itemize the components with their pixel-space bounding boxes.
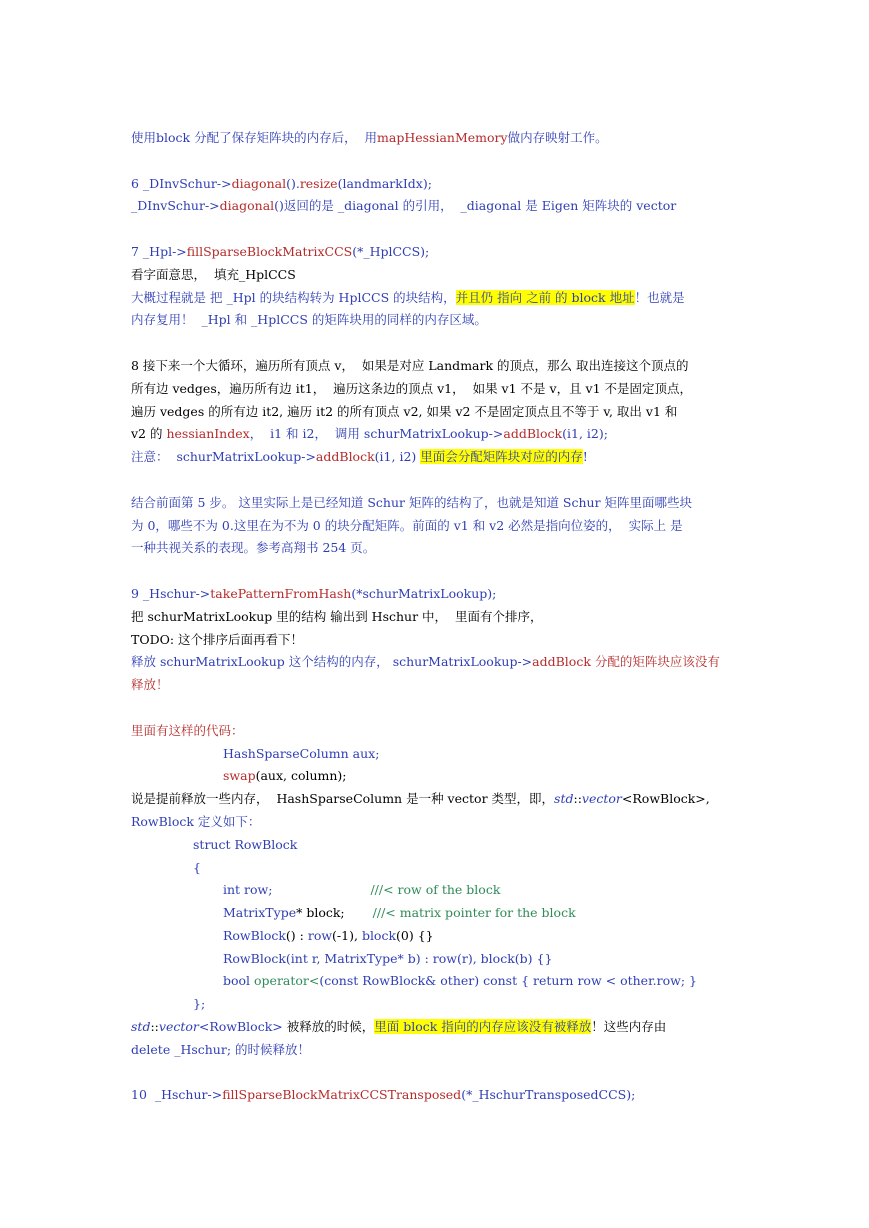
text: 使用block 分配了保存矩阵块的内存后， 用: [131, 130, 378, 145]
code-ref: mapHessianMemory: [377, 130, 508, 145]
text: (const RowBlock& other) const { return row < other.row; }: [319, 973, 697, 989]
code-ref: block: [361, 927, 397, 943]
code-line-swap: [131, 765, 741, 788]
text: (landmarkIdx);: [337, 175, 432, 191]
text: (0) {}: [396, 927, 434, 943]
text: 9 _Hschur->: [131, 585, 211, 601]
release-line-1: [131, 1016, 741, 1039]
code-ref: resize: [299, 175, 338, 191]
text: ().: [286, 175, 300, 191]
code-ref: swap: [223, 768, 256, 784]
code-ref: MatrixType: [223, 905, 297, 921]
text: !: [582, 449, 588, 465]
summary-line-2: 为 0，哪些不为 0.这里在为不为 0 的块分配矩阵。前面的 v1 和 v2 必然是指向位姿的， 实际上 是: [131, 517, 683, 533]
code-ref: addBlock: [503, 426, 563, 442]
step-6-note: [131, 195, 741, 218]
release-line-2: delete _Hschur; 的时候释放！: [131, 1041, 311, 1057]
code-ref: row: [432, 950, 457, 966]
step-8-line-1: 8 接下来一个大循环，遍历所有顶点 v， 如果是对应 Landmark 的顶点，那么 取出连接这个顶点的: [131, 357, 689, 373]
code-ref: fillSparseBlockMatrixCCS: [186, 243, 353, 259]
text: (*_HplCCS);: [352, 243, 430, 259]
step-6-heading: [131, 173, 741, 196]
text: 释放 schurMatrixLookup 这个结构的内存， schurMatrixLookup->: [131, 654, 533, 670]
text: (i1, i2): [374, 449, 421, 465]
highlight: 并且仍 指向 之前 的 block 地址: [455, 289, 635, 305]
text: ， i1 和 i2， 调用 schurMatrixLookup->: [249, 426, 504, 442]
text: (i1, i2);: [562, 426, 608, 442]
code-ref: hessianIndex: [166, 426, 250, 442]
code-ref: diagonal: [219, 198, 275, 214]
code-ref: takePatternFromHash: [210, 585, 352, 601]
code-struct: struct RowBlock: [193, 836, 298, 852]
code-ref: RowBlock: [223, 950, 286, 966]
text: 10 _Hschur->: [131, 1087, 223, 1103]
text: * b) :: [397, 950, 433, 966]
step-8-line-3: 遍历 vedges 的所有边 it2, 遍历 it2 的所有顶点 v2, 如果 v2 不是固定顶点且不等于 v, 取出 v1 和: [131, 403, 678, 419]
code-field-row: [131, 879, 741, 902]
code-ref: operator<: [254, 973, 320, 989]
code-line-aux: HashSparseColumn aux;: [223, 745, 380, 761]
text: (int r,: [285, 950, 325, 966]
code-ref: RowBlock: [223, 927, 286, 943]
code-ref: MatrixType: [324, 950, 398, 966]
code-ref: addBlock: [532, 654, 591, 670]
text: ！这些内存由: [591, 1019, 667, 1035]
text: int row;: [223, 882, 273, 898]
code-operator: [131, 970, 741, 993]
step-9-line-4: 释放！: [131, 677, 169, 693]
code-ref: std: [554, 791, 574, 807]
step-8-line-2: 所有边 vedges，遍历所有边 it1， 遍历这条边的顶点 v1， 如果 v1 不是 v，且 v1 不是固定顶点，: [131, 380, 693, 396]
text: ::: [150, 1019, 159, 1035]
text: (r),: [456, 950, 481, 966]
code-ref: vector: [581, 791, 622, 807]
code-intro: 里面有这样的代码：: [131, 722, 244, 738]
text: 说是提前释放一些内存， HashSparseColumn 是一种 vector 类型，即，: [131, 791, 555, 807]
code-ctor-args: [131, 948, 741, 971]
code-ref: <RowBlock>: [198, 1019, 283, 1035]
text: 7 _Hpl->: [131, 243, 187, 259]
text: 注意： schurMatrixLookup->: [131, 449, 316, 465]
code-ctor-default: [131, 925, 741, 948]
step-7-line-3: 内存复用！ _Hpl 和 _HplCCS 的矩阵块用的同样的内存区域。: [131, 312, 487, 328]
text: bool: [223, 973, 255, 989]
text: <RowBlock>,: [621, 791, 710, 807]
comment: ///< row of the block: [370, 882, 501, 898]
text: 做内存映射工作。: [507, 130, 608, 145]
text: 分配的矩阵块应该没有: [590, 654, 720, 670]
code-ref: diagonal: [231, 175, 287, 191]
text: (*schurMatrixLookup);: [351, 585, 497, 601]
text: _DInvSchur->: [131, 198, 220, 214]
step-7-line-2: [131, 287, 741, 310]
summary-line-1: 结合前面第 5 步。 这里实际上是已经知道 Schur 矩阵的结构了，也就是知道 Schur 矩阵里面哪些块: [131, 494, 693, 510]
text: () :: [285, 927, 308, 943]
text: ()返回的是 _diagonal 的引用， _diagonal 是 Eigen 矩阵块的 vector: [274, 198, 677, 214]
text: (aux, column);: [255, 768, 347, 784]
text: v2 的: [131, 426, 167, 442]
highlight: 里面 block 指向的内存应该没有被释放: [374, 1019, 592, 1035]
highlight: 里面会分配矩阵块对应的内存: [420, 449, 583, 465]
code-ref: vector: [158, 1019, 199, 1035]
code-ref: addBlock: [315, 449, 375, 465]
text: ！也就是: [634, 289, 685, 305]
comment: ///< matrix pointer for the block: [372, 905, 576, 921]
text: (-1),: [332, 927, 362, 943]
code-brace-open: {: [193, 859, 201, 875]
code-ref: fillSparseBlockMatrixCCSTransposed: [222, 1087, 462, 1103]
text: (b) {}: [514, 950, 553, 966]
code-field-block: [131, 902, 741, 925]
document-body: [131, 127, 741, 1107]
code-ref: std: [131, 1019, 151, 1035]
summary-line-3: 一种共视关系的表现。参考高翔书 254 页。: [131, 540, 376, 556]
step-9-line-1: 把 schurMatrixLookup 里的结构 输出到 Hschur 中， 里面有个排序，: [131, 608, 543, 624]
step-10-heading: [131, 1084, 741, 1107]
code-ref: row: [307, 927, 333, 943]
text: 被释放的时候，: [282, 1019, 375, 1035]
paragraph-memory-mapping: [131, 127, 741, 150]
text: ::: [573, 791, 582, 807]
step-7-heading: [131, 241, 741, 264]
step-8-line-4: [131, 423, 741, 446]
step-9-todo: TODO: 这个排序后面再看下！: [131, 631, 304, 647]
text: 6 _DInvSchur->: [131, 175, 232, 191]
text: * block;: [296, 905, 345, 921]
step-9-line-3: [131, 651, 741, 674]
explanation-line: [131, 788, 741, 811]
rowblock-def-intro: RowBlock 定义如下：: [131, 813, 261, 829]
step-7-line-1: 看字面意思， 填充_HplCCS: [131, 266, 296, 282]
code-ref: block: [480, 950, 515, 966]
code-brace-close: };: [193, 996, 206, 1012]
step-9-heading: [131, 583, 741, 606]
text: (*_HschurTransposedCCS);: [461, 1087, 636, 1103]
text: 大概过程就是 把 _Hpl 的块结构转为 HplCCS 的块结构，: [131, 289, 456, 305]
step-8-note: [131, 446, 741, 469]
